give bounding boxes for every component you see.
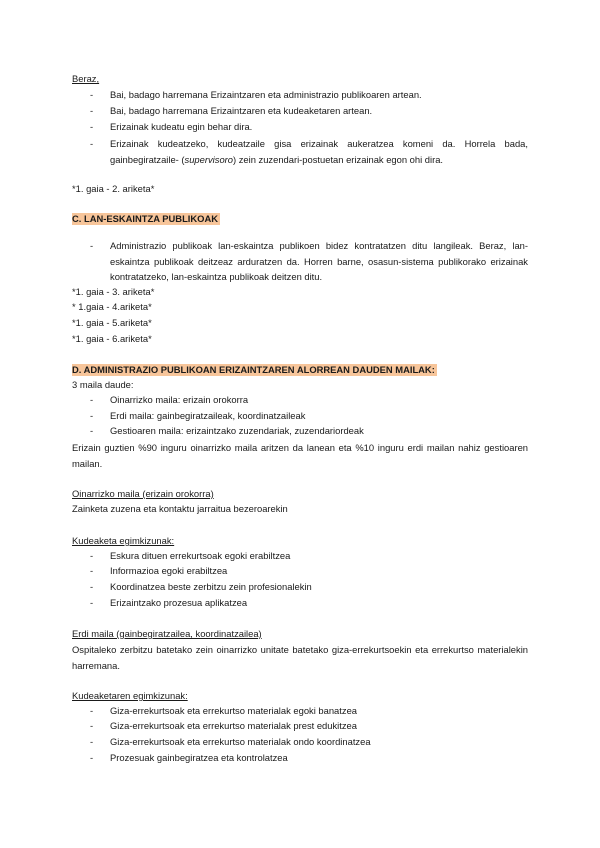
list-item [90,424,528,438]
list-item-text: Bai, badago harremana Erizaintzaren eta kudeaketaren artean. [110,105,373,116]
bullet-dash: - [90,720,94,731]
bullet-dash: - [90,597,94,608]
list-item-text: Administrazio publikoak lan-eskaintza publikoen bidez kontratatzen ditu langileak. Beraz, lan-eskaintza publikoak deitzeaz arduratzen da. Horren barne, osasun-sistema publikorako erizainak kontratatzeko, lan-eskaintza publikoak deitzen ditu. [110,240,528,282]
bullet-dash: - [90,752,94,763]
list-item-text: Bai, badago harremana Erizaintzaren eta administrazio publikoaren artean. [110,89,422,100]
bullet-dash: - [90,410,94,421]
list-item-text: Prozesuak gainbegiratzea eta kontrolatzea [110,752,288,763]
bullet-dash: - [90,425,94,436]
bullet-dash: - [90,736,94,747]
list-item-text: Informazioa egoki erabiltzea [110,565,228,576]
paragraph: Erizain guztien %90 inguru oinarrizko maila aritzen da lanean eta %10 inguru erdi mailan nahiz gestioaren mailan. [72,442,528,469]
list-item-text: Giza-errekurtsoak eta errekurtso materialak prest edukitzea [110,720,357,731]
list-item-text: Oinarrizko maila: erizain orokorra [110,394,249,405]
list-item [90,393,528,407]
list-item [90,564,528,578]
list-item [90,136,528,168]
subsection-heading: Kudeaketa egimkizunak: [72,535,175,546]
list-item [90,751,528,765]
bullet-dash: - [90,240,94,251]
subsection-heading: Oinarrizko maila (erizain orokorra) [72,488,214,499]
list-item [90,238,528,285]
italic-term: supervisoro [184,154,233,165]
list-item [90,596,528,610]
section-heading: C. LAN-ESKAINTZA PUBLIKOAK [72,213,218,224]
list-item [90,735,528,749]
list-item-text: Erizaintzako prozesua aplikatzea [110,597,248,608]
list-item [90,104,528,118]
list-item [90,88,528,102]
list-item [90,580,528,594]
bullet-dash: - [90,105,94,116]
section-heading: D. ADMINISTRAZIO PUBLIKOAN ERIZAINTZAREN ALORREAN DAUDEN MAILAK: [72,364,435,375]
list-item-text: Giza-errekurtsoak eta errekurtso materialak egoki banatzea [110,705,357,716]
section-intro: 3 maila daude: [72,379,134,390]
paragraph: Ospitaleko zerbitzu batetako zein oinarrizko unitate batetako giza-errekurtsoekin eta errekurtso materialekin harremana. [72,644,528,671]
exercise-reference: * 1.gaia - 4.ariketa* [72,301,152,312]
bullet-dash: - [90,565,94,576]
exercise-reference: *1. gaia - 6.ariketa* [72,333,152,344]
list-item-text: Eskura dituen errekurtsoak egoki erabiltzea [110,550,291,561]
bullet-dash: - [90,581,94,592]
exercise-reference: *1. gaia - 3. ariketa* [72,286,155,297]
list-item-text: Erizainak kudeatzeko, kudeatzaile gisa erizainak aukeratzea komeni da. Horrela bada, gainbegiratzaile- (supervisoro) zein zuzendari-postuetan erizainak egon ohi dira. [110,138,528,165]
bullet-dash: - [90,394,94,405]
bullet-dash: - [90,138,94,149]
paragraph: Zainketa zuzena eta kontaktu jarraitua bezeroarekin [72,503,288,514]
bullet-dash: - [90,121,94,132]
list-item-text: Erizainak kudeatu egin behar dira. [110,121,253,132]
subsection-heading: Erdi maila (gainbegiratzailea, koordinatzailea) [72,628,262,639]
list-item [90,704,528,718]
bullet-dash: - [90,550,94,561]
list-item [90,549,528,563]
list-item [90,120,528,134]
list-item [90,719,528,733]
list-item-text: Erdi maila: gainbegiratzaileak, koordinatzaileak [110,410,306,421]
list-item-text: Giza-errekurtsoak eta errekurtso materialak ondo koordinatzea [110,736,371,747]
exercise-reference: *1. gaia - 5.ariketa* [72,317,152,328]
list-item-text: Gestioaren maila: erizaintzako zuzendariak, zuzendariordeak [110,425,364,436]
bullet-dash: - [90,89,94,100]
bullet-dash: - [90,705,94,716]
intro-label: Beraz, [72,73,100,84]
subsection-heading: Kudeaketaren egimkizunak: [72,690,188,701]
exercise-reference: *1. gaia - 2. ariketa* [72,183,155,194]
list-item [90,409,528,423]
list-item-text: Koordinatzea beste zerbitzu zein profesionalekin [110,581,312,592]
